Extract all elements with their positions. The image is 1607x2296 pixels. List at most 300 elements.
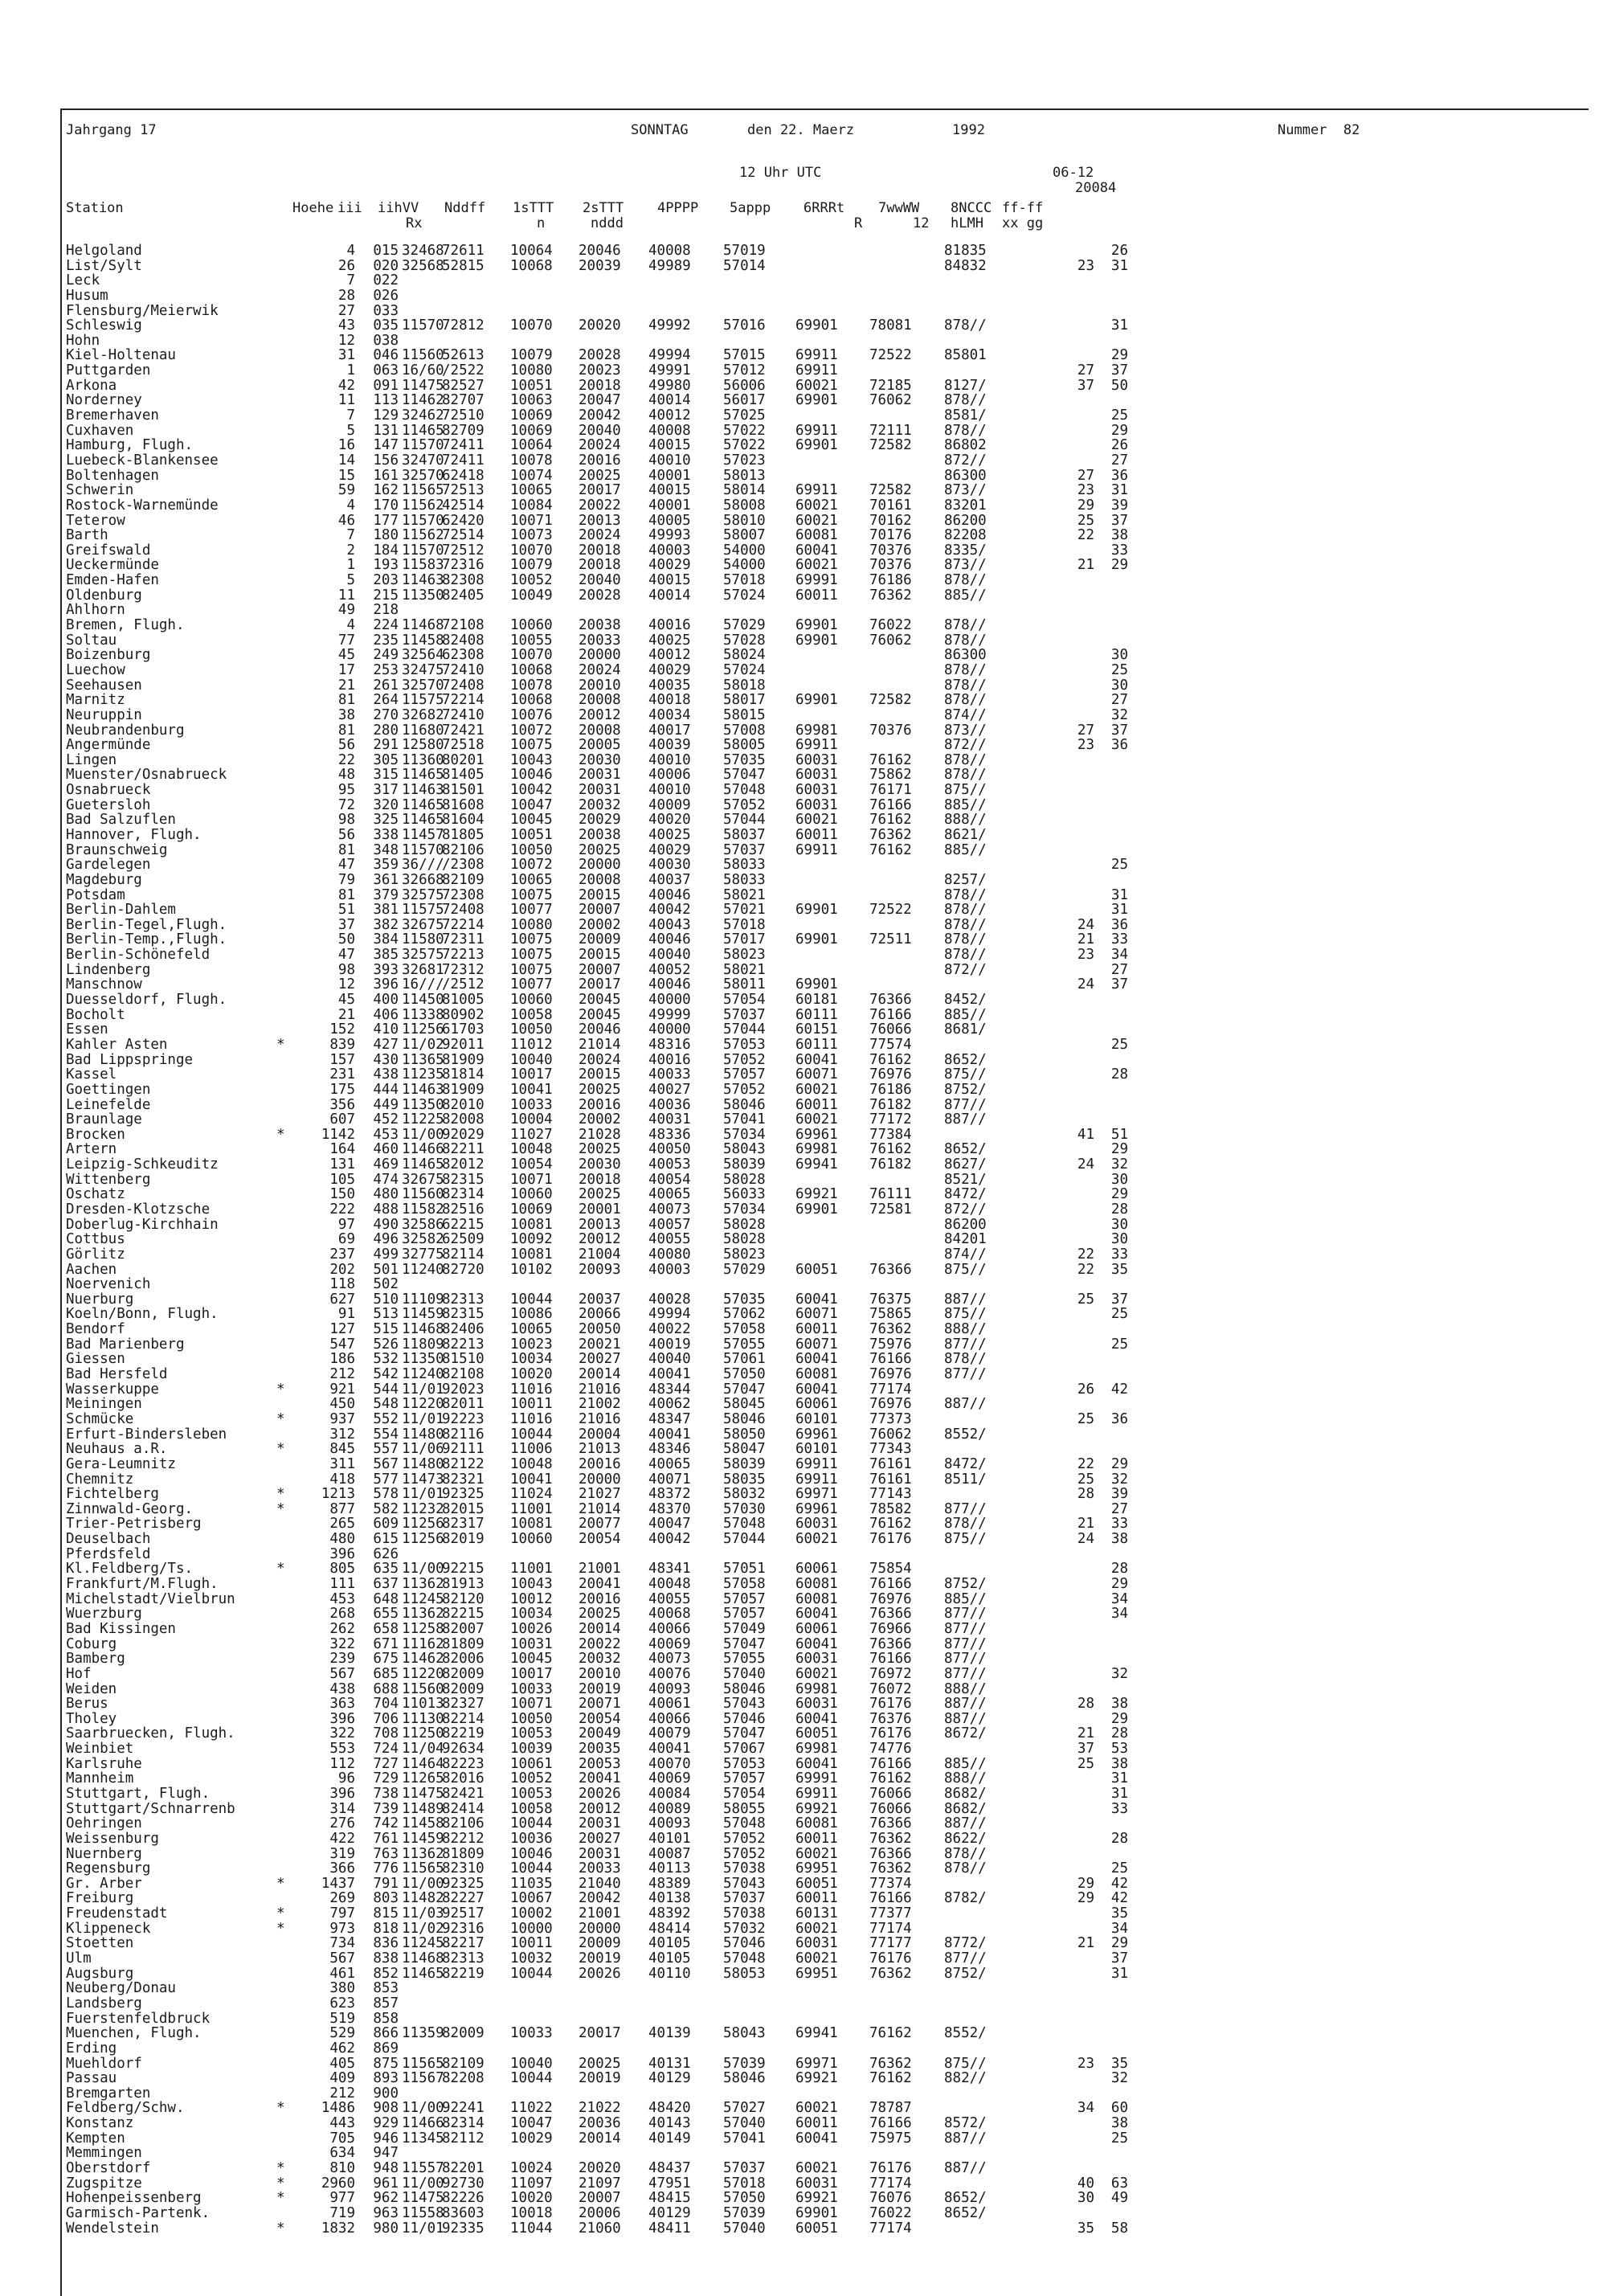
station-id: 542 [373, 1366, 399, 1383]
station-name: Kassel [66, 1066, 117, 1083]
6rrrt: 69901 [795, 632, 838, 649]
station-id: 742 [373, 1815, 399, 1832]
8nccc: 875// [944, 782, 987, 799]
4pppp: 40093 [648, 1680, 691, 1697]
1sttt: 11044 [510, 2220, 553, 2237]
2sttt: 20037 [579, 1291, 621, 1308]
1sttt: 10026 [510, 1620, 553, 1637]
5appp: 57040 [723, 2220, 766, 2237]
4pppp: 40041 [648, 1426, 691, 1443]
8nccc: 885// [944, 1755, 987, 1772]
1sttt: 10033 [510, 2025, 553, 2042]
station-name: Passau [66, 2070, 117, 2087]
2sttt: 20014 [579, 1620, 621, 1637]
7wwww: 77373 [869, 1410, 912, 1427]
station-name: Wasserkuppe [66, 1381, 159, 1398]
4pppp: 40149 [648, 2130, 691, 2147]
nddff: 81608 [442, 796, 485, 813]
7wwww: 76966 [869, 1620, 912, 1637]
1sttt: 10051 [510, 377, 553, 394]
8nccc: 8472/ [944, 1455, 987, 1472]
4pppp: 40069 [648, 1635, 691, 1652]
5appp: 57058 [723, 1576, 766, 1593]
station-name: Neuruppin [66, 706, 142, 723]
station-name: Klippeneck [66, 1920, 151, 1937]
hoehe: 1 [346, 362, 355, 379]
iihvv: 11565 [402, 482, 444, 499]
ff-max: 28 [1077, 1696, 1094, 1713]
station-id: 320 [373, 796, 399, 813]
5appp: 57022 [723, 422, 766, 439]
station-id: 729 [373, 1770, 399, 1787]
6rrrt: 60021 [795, 812, 838, 829]
8nccc: 878// [944, 632, 987, 649]
1sttt: 10024 [510, 2160, 553, 2176]
ff-max: 23 [1077, 947, 1094, 964]
5appp: 58010 [723, 512, 766, 529]
5appp: 57062 [723, 1306, 766, 1323]
station-name: Magdeburg [66, 871, 142, 888]
nddff: 72513 [442, 482, 485, 499]
nddff: 82106 [442, 841, 485, 858]
nddff: 82011 [442, 1396, 485, 1413]
nddff: 92335 [442, 2220, 485, 2237]
station-id: 838 [373, 1950, 399, 1967]
7wwww: 72185 [869, 377, 912, 394]
station-name: Brocken [66, 1126, 125, 1143]
5appp: 58046 [723, 2070, 766, 2087]
4pppp: 40017 [648, 722, 691, 739]
8nccc: 882// [944, 2070, 987, 2087]
station-id: 557 [373, 1441, 399, 1458]
2sttt: 20028 [579, 347, 621, 364]
5appp: 58028 [723, 1231, 766, 1248]
station-name: Gr. Arber [66, 1875, 142, 1892]
station-name: Cottbus [66, 1231, 125, 1248]
6rrrt: 69901 [795, 617, 838, 634]
station-id: 162 [373, 482, 399, 499]
station-id: 249 [373, 647, 399, 664]
ff-max: 25 [1077, 1291, 1094, 1308]
4pppp: 40037 [648, 871, 691, 888]
7wwww: 76182 [869, 1096, 912, 1113]
7wwww: 76176 [869, 1725, 912, 1742]
iihvv: 32668 [402, 871, 444, 888]
1sttt: 10075 [510, 961, 553, 978]
8nccc: 878// [944, 1845, 987, 1862]
1sttt: 10044 [510, 1291, 553, 1308]
6rrrt: 60031 [795, 2175, 838, 2192]
hoehe: 26 [337, 257, 355, 274]
7wwww: 76066 [869, 1785, 912, 1802]
1sttt: 10023 [510, 1336, 553, 1353]
iihvv: 36/// [402, 857, 444, 874]
hoehe: 409 [329, 2070, 355, 2087]
station-id: 382 [373, 916, 399, 933]
hoehe: 12 [337, 332, 355, 349]
iihvv: 11575 [402, 902, 444, 919]
8nccc: 888// [944, 1680, 987, 1697]
iihvv: 11350 [402, 1096, 444, 1113]
1sttt: 10071 [510, 512, 553, 529]
7wwww: 76182 [869, 1156, 912, 1173]
5appp: 57018 [723, 2175, 766, 2192]
hoehe: 127 [329, 1321, 355, 1338]
ff-gust: 27 [1110, 961, 1128, 978]
2sttt: 20025 [579, 467, 621, 484]
1sttt: 10031 [510, 1635, 553, 1652]
station-name: Muenster/Osnabrueck [66, 767, 227, 784]
nddff: 82208 [442, 2070, 485, 2087]
ff-gust: 42 [1110, 1875, 1128, 1892]
5appp: 57023 [723, 452, 766, 469]
7wwww: 77374 [869, 1875, 912, 1892]
5appp: 57052 [723, 796, 766, 813]
4pppp: 40006 [648, 767, 691, 784]
station-id: 502 [373, 1276, 399, 1293]
station-id: 615 [373, 1531, 399, 1548]
iihvv: 11245 [402, 1935, 444, 1952]
7wwww: 76111 [869, 1186, 912, 1203]
iihvv: 11/01 [402, 1381, 444, 1398]
6rrrt: 69901 [795, 1201, 838, 1218]
2sttt: 20002 [579, 1111, 621, 1128]
col-1sttt: 1sTTT [513, 200, 554, 216]
1sttt: 10053 [510, 1785, 553, 1802]
8nccc: 8672/ [944, 1725, 987, 1742]
2sttt: 20019 [579, 1680, 621, 1697]
8nccc: 877// [944, 1096, 987, 1113]
station-name: Weinbiet [66, 1741, 134, 1758]
nddff: 82116 [442, 1426, 485, 1443]
station-name: Weissenburg [66, 1830, 159, 1847]
8nccc: 887// [944, 1696, 987, 1713]
hoehe: 322 [329, 1635, 355, 1652]
8nccc: 877// [944, 1651, 987, 1668]
4pppp: 40113 [648, 1860, 691, 1877]
8nccc: 872// [944, 737, 987, 754]
6rrrt: 60011 [795, 587, 838, 604]
8nccc: 873// [944, 722, 987, 739]
7wwww: 76022 [869, 617, 912, 634]
hoehe: 312 [329, 1426, 355, 1443]
6rrrt: 60061 [795, 1561, 838, 1578]
ff-max: 27 [1077, 722, 1094, 739]
station-name: Bremerhaven [66, 407, 159, 424]
1sttt: 11024 [510, 1486, 553, 1503]
high-altitude-marker: * [276, 1561, 285, 1578]
5appp: 57018 [723, 572, 766, 589]
station-id: 858 [373, 2010, 399, 2027]
hoehe: 27 [337, 302, 355, 319]
station-name: Osnabrueck [66, 782, 151, 799]
ff-max: 24 [1077, 1531, 1094, 1548]
2sttt: 20025 [579, 1141, 621, 1158]
station-id: 147 [373, 437, 399, 454]
iihvv: 32470 [402, 452, 444, 469]
6rrrt: 69901 [795, 392, 838, 409]
iihvv: 11560 [402, 1186, 444, 1203]
1sttt: 10075 [510, 947, 553, 964]
7wwww: 77343 [869, 1441, 912, 1458]
station-name: Dresden-Klotzsche [66, 1201, 211, 1218]
4pppp: 40066 [648, 1710, 691, 1727]
hoehe: 719 [329, 2204, 355, 2221]
station-name: Ulm [66, 1950, 92, 1967]
ff-gust: 33 [1110, 542, 1128, 559]
station-name: Feldberg/Schw. [66, 2100, 185, 2117]
4pppp: 40065 [648, 1455, 691, 1472]
5appp: 58046 [723, 1680, 766, 1697]
4pppp: 40001 [648, 467, 691, 484]
iihvv: 11463 [402, 1081, 444, 1098]
iihvv: 11013 [402, 1696, 444, 1713]
6rrrt: 60011 [795, 1321, 838, 1338]
station-id: 980 [373, 2220, 399, 2237]
hoehe: 56 [337, 826, 355, 843]
station-id: 113 [373, 392, 399, 409]
iihvv: 11/04 [402, 1741, 444, 1758]
nddff: 82219 [442, 1965, 485, 1982]
1sttt: 10044 [510, 1815, 553, 1832]
nddff: 82317 [442, 1516, 485, 1533]
iihvv: 11162 [402, 1635, 444, 1652]
hoehe: 529 [329, 2025, 355, 2042]
5appp: 58021 [723, 961, 766, 978]
5appp: 57049 [723, 1620, 766, 1637]
hoehe: 38 [337, 706, 355, 723]
ff-gust: 33 [1110, 1246, 1128, 1263]
2sttt: 20024 [579, 527, 621, 544]
5appp: 57028 [723, 632, 766, 649]
iihvv: 11457 [402, 826, 444, 843]
7wwww: 76162 [869, 2070, 912, 2087]
1sttt: 10053 [510, 1725, 553, 1742]
8nccc: 887// [944, 1815, 987, 1832]
station-id: 727 [373, 1755, 399, 1772]
ff-gust: 33 [1110, 1800, 1128, 1817]
5appp: 57034 [723, 1201, 766, 1218]
5appp: 57047 [723, 1635, 766, 1652]
station-name: List/Sylt [66, 257, 142, 274]
nddff: 82122 [442, 1455, 485, 1472]
nddff: 82709 [442, 422, 485, 439]
1sttt: 10072 [510, 857, 553, 874]
2sttt: 20047 [579, 392, 621, 409]
ff-gust: 58 [1110, 2220, 1128, 2237]
6rrrt: 60021 [795, 1111, 838, 1128]
station-id: 496 [373, 1231, 399, 1248]
ff-gust: 34 [1110, 1920, 1128, 1937]
ff-max: 26 [1077, 1381, 1094, 1398]
nddff: 82201 [442, 2160, 485, 2176]
4pppp: 40129 [648, 2204, 691, 2221]
iihvv: 11/00 [402, 1875, 444, 1892]
1sttt: 11027 [510, 1126, 553, 1143]
station-name: Doberlug-Kirchhain [66, 1216, 219, 1233]
nddff: 72408 [442, 902, 485, 919]
high-altitude-marker: * [276, 1036, 285, 1053]
iihvv: 11475 [402, 1785, 444, 1802]
station-name: Meiningen [66, 1396, 142, 1413]
hoehe: 319 [329, 1845, 355, 1862]
5appp: 54000 [723, 557, 766, 574]
5appp: 57021 [723, 902, 766, 919]
station-name: Bendorf [66, 1321, 125, 1338]
4pppp: 40008 [648, 422, 691, 439]
col-8nccc-sub: hLMH [951, 215, 983, 231]
iihvv: 11465 [402, 1156, 444, 1173]
1sttt: 10052 [510, 572, 553, 589]
hoehe: 222 [329, 1201, 355, 1218]
ff-max: 23 [1077, 482, 1094, 499]
hoehe: 152 [329, 1021, 355, 1038]
7wwww: 72582 [869, 692, 912, 709]
2sttt: 20026 [579, 1965, 621, 1982]
station-id: 046 [373, 347, 399, 364]
8nccc: 878// [944, 392, 987, 409]
ff-max: 30 [1077, 2190, 1094, 2207]
2sttt: 20007 [579, 2190, 621, 2207]
station-name: Stuttgart/Schnarrenb [66, 1800, 235, 1817]
6rrrt: 60051 [795, 1875, 838, 1892]
iihvv: 11475 [402, 2190, 444, 2207]
station-name: Bad Kissingen [66, 1620, 176, 1637]
station-id: 658 [373, 1620, 399, 1637]
iihvv: 11463 [402, 782, 444, 799]
5appp: 57037 [723, 1890, 766, 1907]
hoehe: 47 [337, 947, 355, 964]
nddff: 81501 [442, 782, 485, 799]
4pppp: 40000 [648, 992, 691, 1009]
2sttt: 20025 [579, 1186, 621, 1203]
2sttt: 20032 [579, 1651, 621, 1668]
ff-max: 37 [1077, 1741, 1094, 1758]
nddff: 92730 [442, 2175, 485, 2192]
4pppp: 40061 [648, 1696, 691, 1713]
5appp: 58045 [723, 1396, 766, 1413]
7wwww: 77377 [869, 1905, 912, 1922]
5appp: 57044 [723, 1531, 766, 1548]
station-id: 020 [373, 257, 399, 274]
station-id: 305 [373, 751, 399, 768]
ff-max: 23 [1077, 257, 1094, 274]
2sttt: 20020 [579, 317, 621, 334]
high-altitude-marker: * [276, 2190, 285, 2207]
8nccc: 8752/ [944, 1576, 987, 1593]
5appp: 57030 [723, 1500, 766, 1517]
7wwww: 76366 [869, 1815, 912, 1832]
nddff: 92023 [442, 1381, 485, 1398]
5appp: 58023 [723, 1246, 766, 1263]
station-name: Hohenpeissenberg [66, 2190, 202, 2207]
1sttt: 10050 [510, 1021, 553, 1038]
nddff: 72514 [442, 527, 485, 544]
6rrrt: 60041 [795, 1381, 838, 1398]
nddff: 72410 [442, 706, 485, 723]
iihvv: 11570 [402, 437, 444, 454]
iihvv: 11465 [402, 422, 444, 439]
hoehe: 453 [329, 1590, 355, 1607]
5appp: 57035 [723, 1291, 766, 1308]
ff-gust: 32 [1110, 706, 1128, 723]
hoehe: 164 [329, 1141, 355, 1158]
hoehe: 11 [337, 392, 355, 409]
station-id: 215 [373, 587, 399, 604]
ff-gust: 29 [1110, 1186, 1128, 1203]
station-name: Rostock-Warnemünde [66, 497, 219, 514]
2sttt: 20030 [579, 1156, 621, 1173]
1sttt: 10079 [510, 557, 553, 574]
4pppp: 40057 [648, 1216, 691, 1233]
station-name: Saarbruecken, Flugh. [66, 1725, 235, 1742]
5appp: 57050 [723, 1366, 766, 1383]
2sttt: 20006 [579, 2204, 621, 2221]
2sttt: 20015 [579, 947, 621, 964]
station-name: Schleswig [66, 317, 142, 334]
station-id: 480 [373, 1186, 399, 1203]
header-period: 06-12 [1053, 165, 1094, 181]
2sttt: 20018 [579, 1171, 621, 1188]
2sttt: 20022 [579, 1635, 621, 1652]
2sttt: 20040 [579, 572, 621, 589]
hoehe: 1213 [321, 1486, 355, 1503]
8nccc: 878// [944, 751, 987, 768]
7wwww: 70161 [869, 497, 912, 514]
6rrrt: 69961 [795, 1500, 838, 1517]
5appp: 57039 [723, 2204, 766, 2221]
8nccc: 873// [944, 482, 987, 499]
7wwww: 76176 [869, 2160, 912, 2176]
1sttt: 10041 [510, 1081, 553, 1098]
iihvv: 11265 [402, 1770, 444, 1787]
station-name: Nuerburg [66, 1291, 134, 1308]
8nccc: 877// [944, 1366, 987, 1383]
station-id: 962 [373, 2190, 399, 2207]
ff-max: 37 [1077, 377, 1094, 394]
6rrrt: 60021 [795, 377, 838, 394]
nddff: 82008 [442, 1111, 485, 1128]
4pppp: 48411 [648, 2220, 691, 2237]
5appp: 58039 [723, 1156, 766, 1173]
5appp: 57052 [723, 1081, 766, 1098]
5appp: 57055 [723, 1651, 766, 1668]
2sttt: 20016 [579, 1590, 621, 1607]
station-id: 947 [373, 2145, 399, 2162]
4pppp: 40076 [648, 1665, 691, 1682]
station-id: 815 [373, 1905, 399, 1922]
5appp: 57037 [723, 2160, 766, 2176]
6rrrt: 60081 [795, 1590, 838, 1607]
5appp: 57055 [723, 1336, 766, 1353]
station-id: 091 [373, 377, 399, 394]
ff-max: 25 [1077, 1471, 1094, 1488]
4pppp: 49992 [648, 317, 691, 334]
5appp: 58015 [723, 706, 766, 723]
nddff: 81909 [442, 1051, 485, 1068]
ff-gust: 29 [1110, 347, 1128, 364]
ff-gust: 37 [1110, 1950, 1128, 1967]
station-id: 791 [373, 1875, 399, 1892]
hoehe: 734 [329, 1935, 355, 1952]
1sttt: 10040 [510, 1051, 553, 1068]
iihvv: 32575 [402, 947, 444, 964]
ff-gust: 25 [1110, 857, 1128, 874]
station-id: 261 [373, 677, 399, 694]
station-id: 224 [373, 617, 399, 634]
6rrrt: 69981 [795, 1680, 838, 1697]
hoehe: 5 [346, 572, 355, 589]
